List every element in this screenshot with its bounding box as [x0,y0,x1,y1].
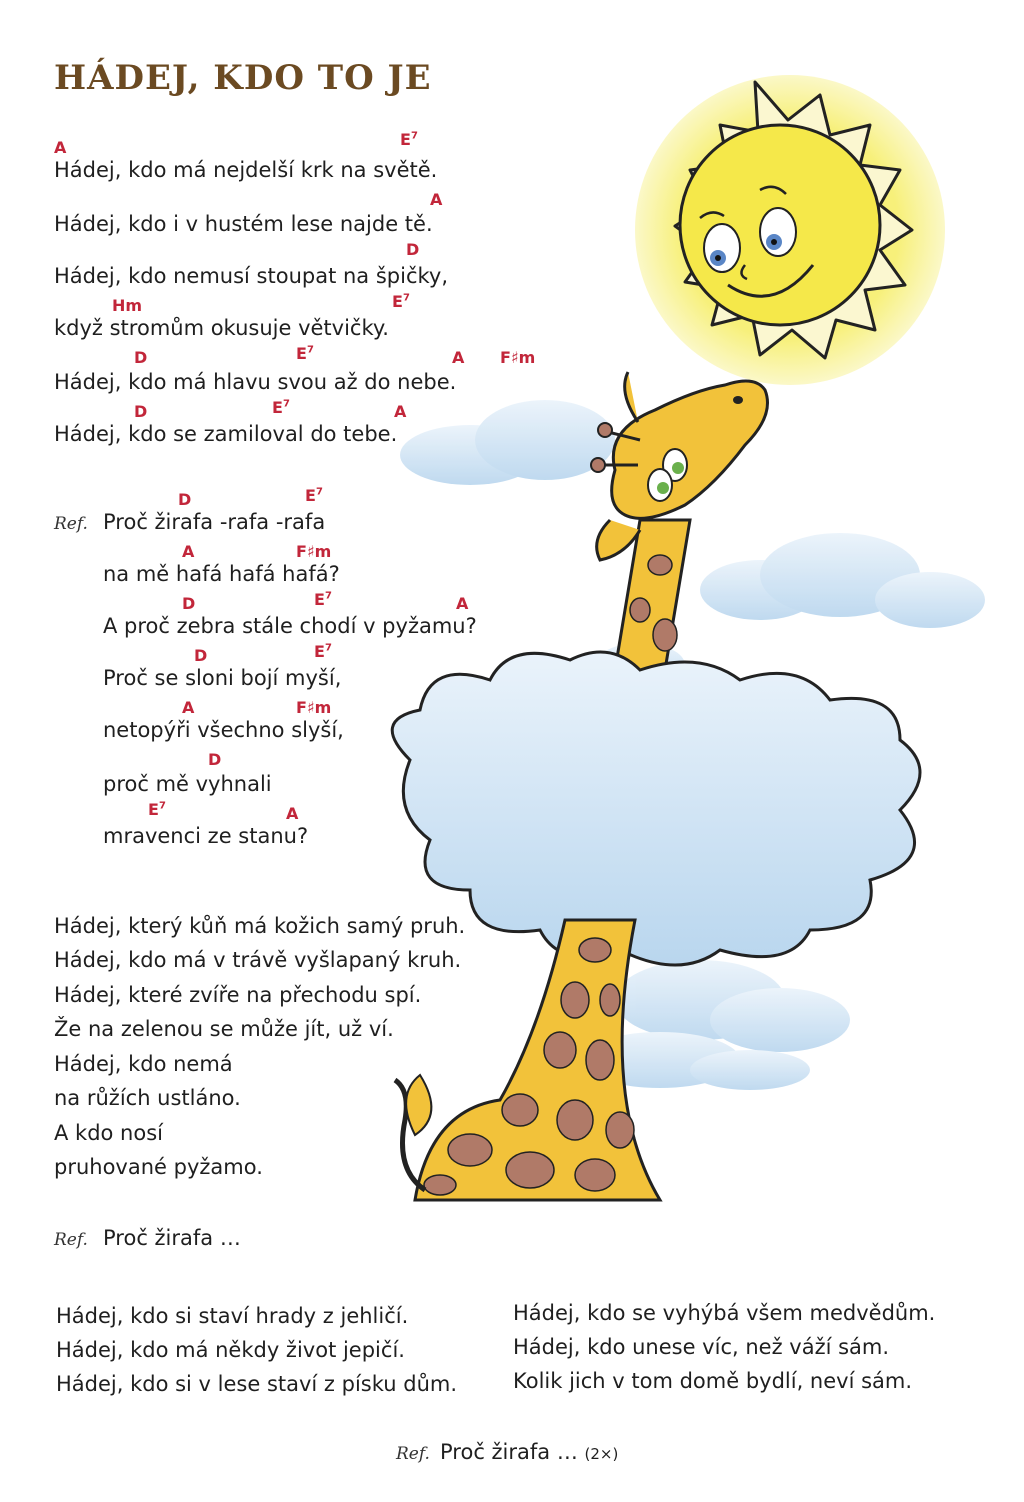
chord: D [182,594,196,613]
lyric-line: proč mě vyhnali [103,772,272,796]
lyric-line: Hádej, kdo má někdy život jepičí. [56,1338,405,1362]
lyric-line: Hádej, který kůň má kožich samý pruh. [54,914,466,938]
lyric-line: netopýři všechno slyší, [103,718,344,742]
lyric-line: A kdo nosí [54,1121,163,1145]
sun-icon [635,75,945,385]
chord: A [54,138,67,157]
lyric-line: na mě hafá hafá hafá? [103,562,340,586]
lyric-line [440,1440,618,1464]
lyric-line: A proč zebra stále chodí v pyžamu? [103,614,477,638]
lyric-line: mravenci ze stanu? [103,824,309,848]
chord: F♯m [296,542,332,561]
main-cloud [392,652,920,965]
lyric-line: Hádej, kdo unese víc, než váží sám. [513,1335,890,1359]
lyric-line: Hádej, kdo má nejdelší krk na světě. [54,158,438,182]
chord: Hm [112,296,143,315]
lyric-line: Hádej, kdo se zamiloval do tebe. [54,422,398,446]
lyric-line: Hádej, kdo nemusí stoupat na špičky, [54,264,449,288]
lyric-line: Hádej, kdo si v lese staví z písku dům. [56,1372,458,1396]
chord: F♯m [500,348,536,367]
chord: $E^7$ [392,292,410,311]
chord: A [456,594,469,613]
lyric-line: pruhované pyžamo. [54,1155,263,1179]
chord: D [406,240,420,259]
chord: A [286,804,299,823]
lyric-line: když stromům okusuje větvičky. [54,316,389,340]
lyric-line: Hádej, kdo nemá [54,1052,233,1076]
chord: D [208,750,222,769]
chord: $E^7$ [272,398,290,417]
lyric-line: Hádej, kdo má hlavu svou až do nebe. [54,370,457,394]
chord: D [178,490,192,509]
chord: A [394,402,407,421]
lyric-line: Hádej, které zvíře na přechodu spí. [54,983,422,1007]
lyric-line: Proč se sloni bojí myší, [103,666,342,690]
lyric-line: na růžích ustláno. [54,1086,241,1110]
chord: D [194,646,208,665]
chord: $E^7$ [305,486,323,505]
lyric-line: Hádej, kdo si staví hrady z jehličí. [56,1304,409,1328]
chord: $E^7$ [314,590,332,609]
page-title: HÁDEJ, KDO TO JE [54,58,432,98]
lyric-line: Proč žirafa -rafa -rafa [103,510,326,534]
chord: A [452,348,465,367]
refrain-label: Ref. [54,514,88,534]
lyric-line: Že na zelenou se může jít, už ví. [54,1017,394,1041]
refrain-final-text: Proč žirafa … [440,1440,578,1464]
lyric-line: Hádej, kdo se vyhýbá všem medvědům. [513,1301,936,1325]
refrain-label: Ref. [54,1230,88,1250]
chord: F♯m [296,698,332,717]
chord: D [134,348,148,367]
refrain-label: Ref. [396,1444,430,1464]
chord: A [182,542,195,561]
lyric-line: Kolik jich v tom domě bydlí, neví sám. [513,1369,913,1393]
chord: $E^7$ [400,130,418,149]
chord: $E^7$ [296,344,314,363]
lyric-line: Hádej, kdo i v hustém lese najde tě. [54,212,433,236]
chord: A [182,698,195,717]
chord: $E^7$ [314,642,332,661]
chord: $E^7$ [148,800,166,819]
chord: D [134,402,148,421]
repeat-count: (2×) [584,1445,619,1463]
lyric-line: Hádej, kdo má v trávě vyšlapaný kruh. [54,948,462,972]
chord: A [430,190,443,209]
lyric-line: Proč žirafa … [103,1226,241,1250]
